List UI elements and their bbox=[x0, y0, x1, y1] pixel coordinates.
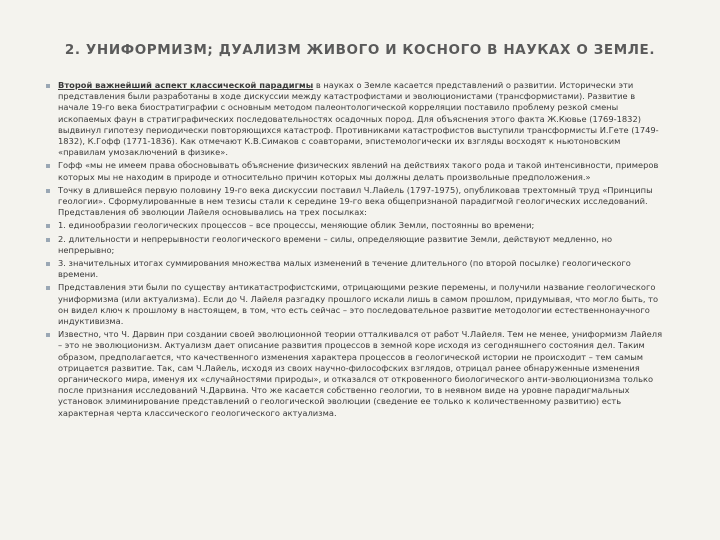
paragraph-8 bbox=[52, 329, 664, 419]
paragraph-text: Известно, что Ч. Дарвин при создании своей эволюционной теории отталкивался от работ Ч.Лайеля. Тем не менее, униформизм Лайеля – это не эволюционизм. Актуализм дает описание развития процессов в земной коре исходя из сегодняшнего состояния дел. Таким образом, предполагается, что качественного изменения характера процессов в геологической истории не происходит – тем самым отрицается развитие. Так, сам Ч.Лайель, исходя из своих научно-философских взглядов, отрицал ранее обнаруженные изменения органического мира, именуя их «случайностями природы», и отказался от откровенного биологического анти-эволюционизма только после признания исследований Ч.Дарвина. Что же касается собственно геологии, то в неявном виде на уровне парадигмальных установок элиминирование представлений о геологической эволюции (сведение ее только к количественному развитию) есть характерная черта классического геологического актуализма. bbox=[58, 329, 663, 418]
bullet-marker bbox=[46, 238, 50, 242]
paragraph-text: 3. значительных итогах суммирования множества малых изменений в течение длительного (по второй посылке) геологического времени. bbox=[58, 258, 631, 280]
slide-title: 2. УНИФОРМИЗМ; ДУАЛИЗМ ЖИВОГО И КОСНОГО В НАУКАХ О ЗЕМЛЕ. bbox=[64, 42, 656, 58]
bullet-marker bbox=[46, 224, 50, 228]
bullet-marker bbox=[46, 286, 50, 290]
paragraph-text: 2. длительности и непрерывности геологического времени – силы, определяющие развитие Земли, действуют медленно, но непрерывно; bbox=[58, 233, 613, 255]
paragraph-text: 1. единообразии геологических процессов – все процессы, меняющие облик Земли, постоянны во времени; bbox=[58, 220, 535, 231]
lead-phrase: Второй важнейший аспект классической парадигмы bbox=[58, 80, 314, 90]
paragraph-text: Точку в длившейся первую половину 19-го века дискуссии поставил Ч.Лайель (1797-1975), опубликовав трехтомный труд «Принципы геологии». Сформулированные в нем тезисы стали к середине 19-го века общепризнаной парадигмой геологических исследований. Представления об эволюции Лайеля основывались на трех посылках: bbox=[58, 184, 653, 218]
bullet-marker bbox=[46, 164, 50, 168]
paragraph-text: Гофф «мы не имеем права обосновывать объяснение физических явлений на действиях такого рода и такой интенсивности, примеров которых мы не находим в природе и относительно причин которых мы должны делать произвольные предположения.» bbox=[58, 160, 659, 182]
paragraph-6 bbox=[52, 258, 664, 280]
paragraph-2 bbox=[52, 160, 664, 182]
paragraph-text: в науках о Земле касается представлений о развитии. Исторически эти представления были разработаны в ходе дискуссии между катастрофистами и эволюционистами (трансформистами). Развитие в начале 19-го века биостратиграфии с основным методом палеонтологической корреляции поставило проблему резкой смены ископаемых фаун в стратиграфических последовательностях осадочных пород. Для объяснения этого факта Ж.Кювье (1769-1832) выдвинул гипотезу периодически повторяющихся катастроф. Противниками катастрофистов выступили трансформисты И.Гете (1749-1832), К.Гофф (1771-1836). Как отмечают К.В.Симаков с соавторами, эпистемологически их взгляды восходят к ньютоновским «правилам умозаключений в физике». bbox=[58, 80, 659, 158]
paragraph-1 bbox=[52, 80, 664, 158]
paragraph-3 bbox=[52, 185, 664, 219]
bullet-marker bbox=[46, 333, 50, 337]
bullet-marker bbox=[46, 189, 50, 193]
bullet-marker bbox=[46, 262, 50, 266]
paragraph-5 bbox=[52, 234, 664, 256]
slide-body bbox=[52, 80, 664, 421]
bullet-marker bbox=[46, 84, 50, 88]
paragraph-4 bbox=[52, 220, 664, 231]
paragraph-text: Представления эти были по существу антикатастрофистскими, отрицающими резкие перемены, и получили название геологического униформизма (или актуализма). Если до Ч. Лайеля разгадку прошлого искали лишь в самом прошлом, придумывая, что могло быть, то он видел ключ к прошлому в настоящем, в том, что есть сейчас – это последовательное развитие методологии естественнонаучного индуктивизма. bbox=[58, 282, 659, 327]
paragraph-7 bbox=[52, 282, 664, 327]
